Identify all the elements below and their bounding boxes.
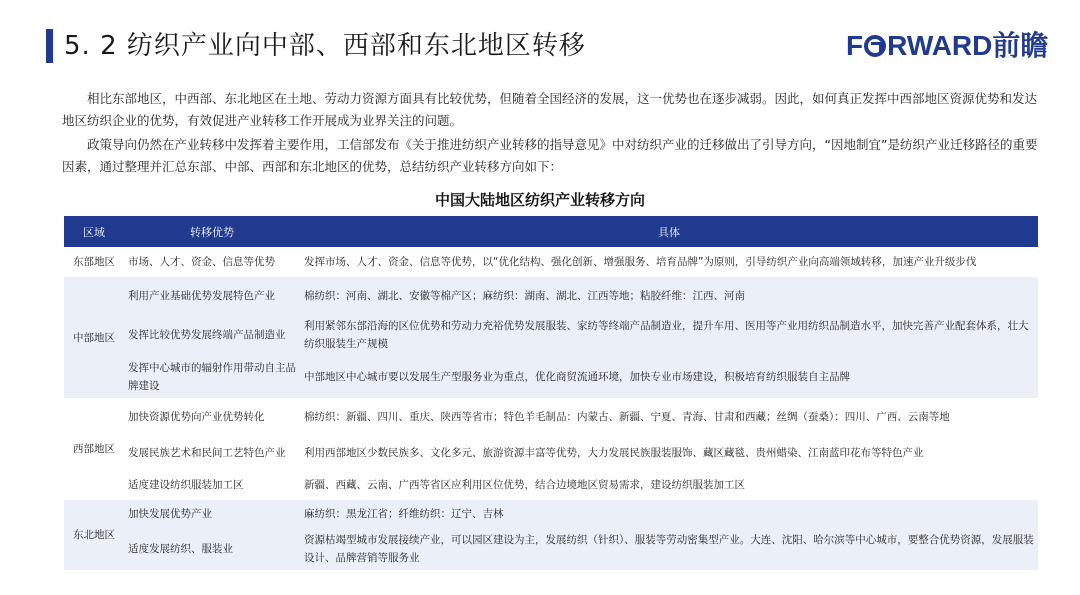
detail-cell: 利用西部地区少数民族多、文化多元、旅游资源丰富等优势，大力发展民族服装服饰、藏区藏毯、贵州蜡染、江南蓝印花布等特色产业 bbox=[304, 447, 924, 459]
table-header-row bbox=[64, 216, 1038, 247]
table-row bbox=[64, 314, 1038, 356]
logo-o-arrow-icon bbox=[864, 35, 886, 57]
advantage-cell: 发挥比较优势发展终端产品制造业 bbox=[124, 314, 300, 356]
region-cell-east: 东部地区 bbox=[73, 256, 115, 268]
advantage-cell: 适度建设纺织服装加工区 bbox=[128, 479, 244, 491]
header-region: 区域 bbox=[64, 216, 124, 247]
advantage-cell: 加快发展优势产业 bbox=[124, 500, 300, 528]
detail-cell: 资源枯竭型城市发展接续产业，可以园区建设为主，发展纺织（针织）、服装等劳动密集型产业。大连、沈阳、哈尔滨等中心城市，要整合优势资源，发展服装设计、品牌营销等服务业 bbox=[300, 528, 1038, 570]
region-cell-central: 中部地区 bbox=[64, 277, 124, 398]
table-row bbox=[64, 528, 1038, 570]
region-cell-northeast: 东北地区 bbox=[64, 500, 124, 570]
detail-cell: 利用紧邻东部沿海的区位优势和劳动力充裕优势发展服装、家纺等终端产品制造业，提升车用、医用等产业用纺织品制造水平，加快完善产业配套体系，壮大纺织服装生产规模 bbox=[300, 314, 1038, 356]
advantage-cell: 适度发展纺织、服装业 bbox=[124, 528, 300, 570]
policy-paragraph: 政策导向仍然在产业转移中发挥着主要作用，工信部发布《关于推进纺织产业转移的指导意见》中对纺织产业的迁移做出了引导方向，“因地制宜”是纺织产业迁移路径的重要因素，通过整理并汇总东部、中部、西部和东北地区的优势，总结纺织产业转移方向如下： bbox=[62, 137, 1038, 174]
detail-cell: 发挥市场、人才、资金、信息等优势，以“优化结构、强化创新、增强服务、培育品牌”为原则，引导纺织产业向高端领域转移，加速产业升级步伐 bbox=[304, 256, 977, 268]
advantage-cell: 市场、人才、资金、信息等优势 bbox=[128, 256, 275, 268]
detail-cell: 麻纺织：黑龙江省；纤维纺织：辽宁、吉林 bbox=[300, 500, 1038, 528]
advantage-cell: 发展民族艺术和民间工艺特色产业 bbox=[128, 447, 286, 459]
header-detail: 具体 bbox=[300, 216, 1038, 247]
page-title: 5. 2 纺织产业向中部、西部和东北地区转移 bbox=[64, 31, 586, 61]
detail-cell: 新疆、西藏、云南、广西等省区应利用区位优势，结合边境地区贸易需求，建设纺织服装加工区 bbox=[304, 479, 745, 491]
detail-cell: 棉纺织：河南、湖北、安徽等棉产区；麻纺织：湖南、湖北、江西等地；粘胶纤维：江西、河南 bbox=[300, 277, 1038, 314]
table-row bbox=[64, 356, 1038, 398]
region-cell-west: 西部地区 bbox=[73, 443, 115, 455]
advantage-cell: 利用产业基础优势发展特色产业 bbox=[124, 277, 300, 314]
logo-text-start: F bbox=[846, 30, 864, 61]
title-accent-bar bbox=[46, 29, 53, 63]
table-row bbox=[64, 398, 1038, 436]
advantage-cell: 发挥中心城市的辐射作用带动自主品牌建设 bbox=[124, 356, 300, 398]
header-advantage: 转移优势 bbox=[124, 216, 300, 247]
table-row bbox=[64, 500, 1038, 528]
transfer-direction-table bbox=[64, 216, 1038, 570]
detail-cell: 棉纺织：新疆、四川、重庆、陕西等省市；特色羊毛制品：内蒙古、新疆、宁夏、青海、甘肃和西藏；丝绸（蚕桑）：四川、广西、云南等地 bbox=[304, 411, 950, 423]
table-row bbox=[64, 277, 1038, 314]
advantage-cell: 加快资源优势向产业优势转化 bbox=[128, 411, 265, 423]
forward-logo bbox=[846, 30, 1048, 62]
table-row bbox=[64, 436, 1038, 470]
table-row bbox=[64, 247, 1038, 277]
table-row bbox=[64, 470, 1038, 500]
table-title: 中国大陆地区纺织产业转移方向 bbox=[434, 191, 645, 209]
intro-paragraph: 相比东部地区，中西部、东北地区在土地、劳动力资源方面具有比较优势，但随着全国经济的发展，这一优势也在逐步减弱。因此，如何真正发挥中西部地区资源优势和发达地区纺织企业的优势，有效促进产业转移工作开展成为业界关注的问题。 bbox=[62, 91, 1038, 128]
logo-text-end: RWARD前瞻 bbox=[887, 30, 1049, 61]
detail-cell: 中部地区中心城市要以发展生产型服务业为重点，优化商贸流通环境，加快专业市场建设，积极培育纺织服装自主品牌 bbox=[300, 356, 1038, 398]
